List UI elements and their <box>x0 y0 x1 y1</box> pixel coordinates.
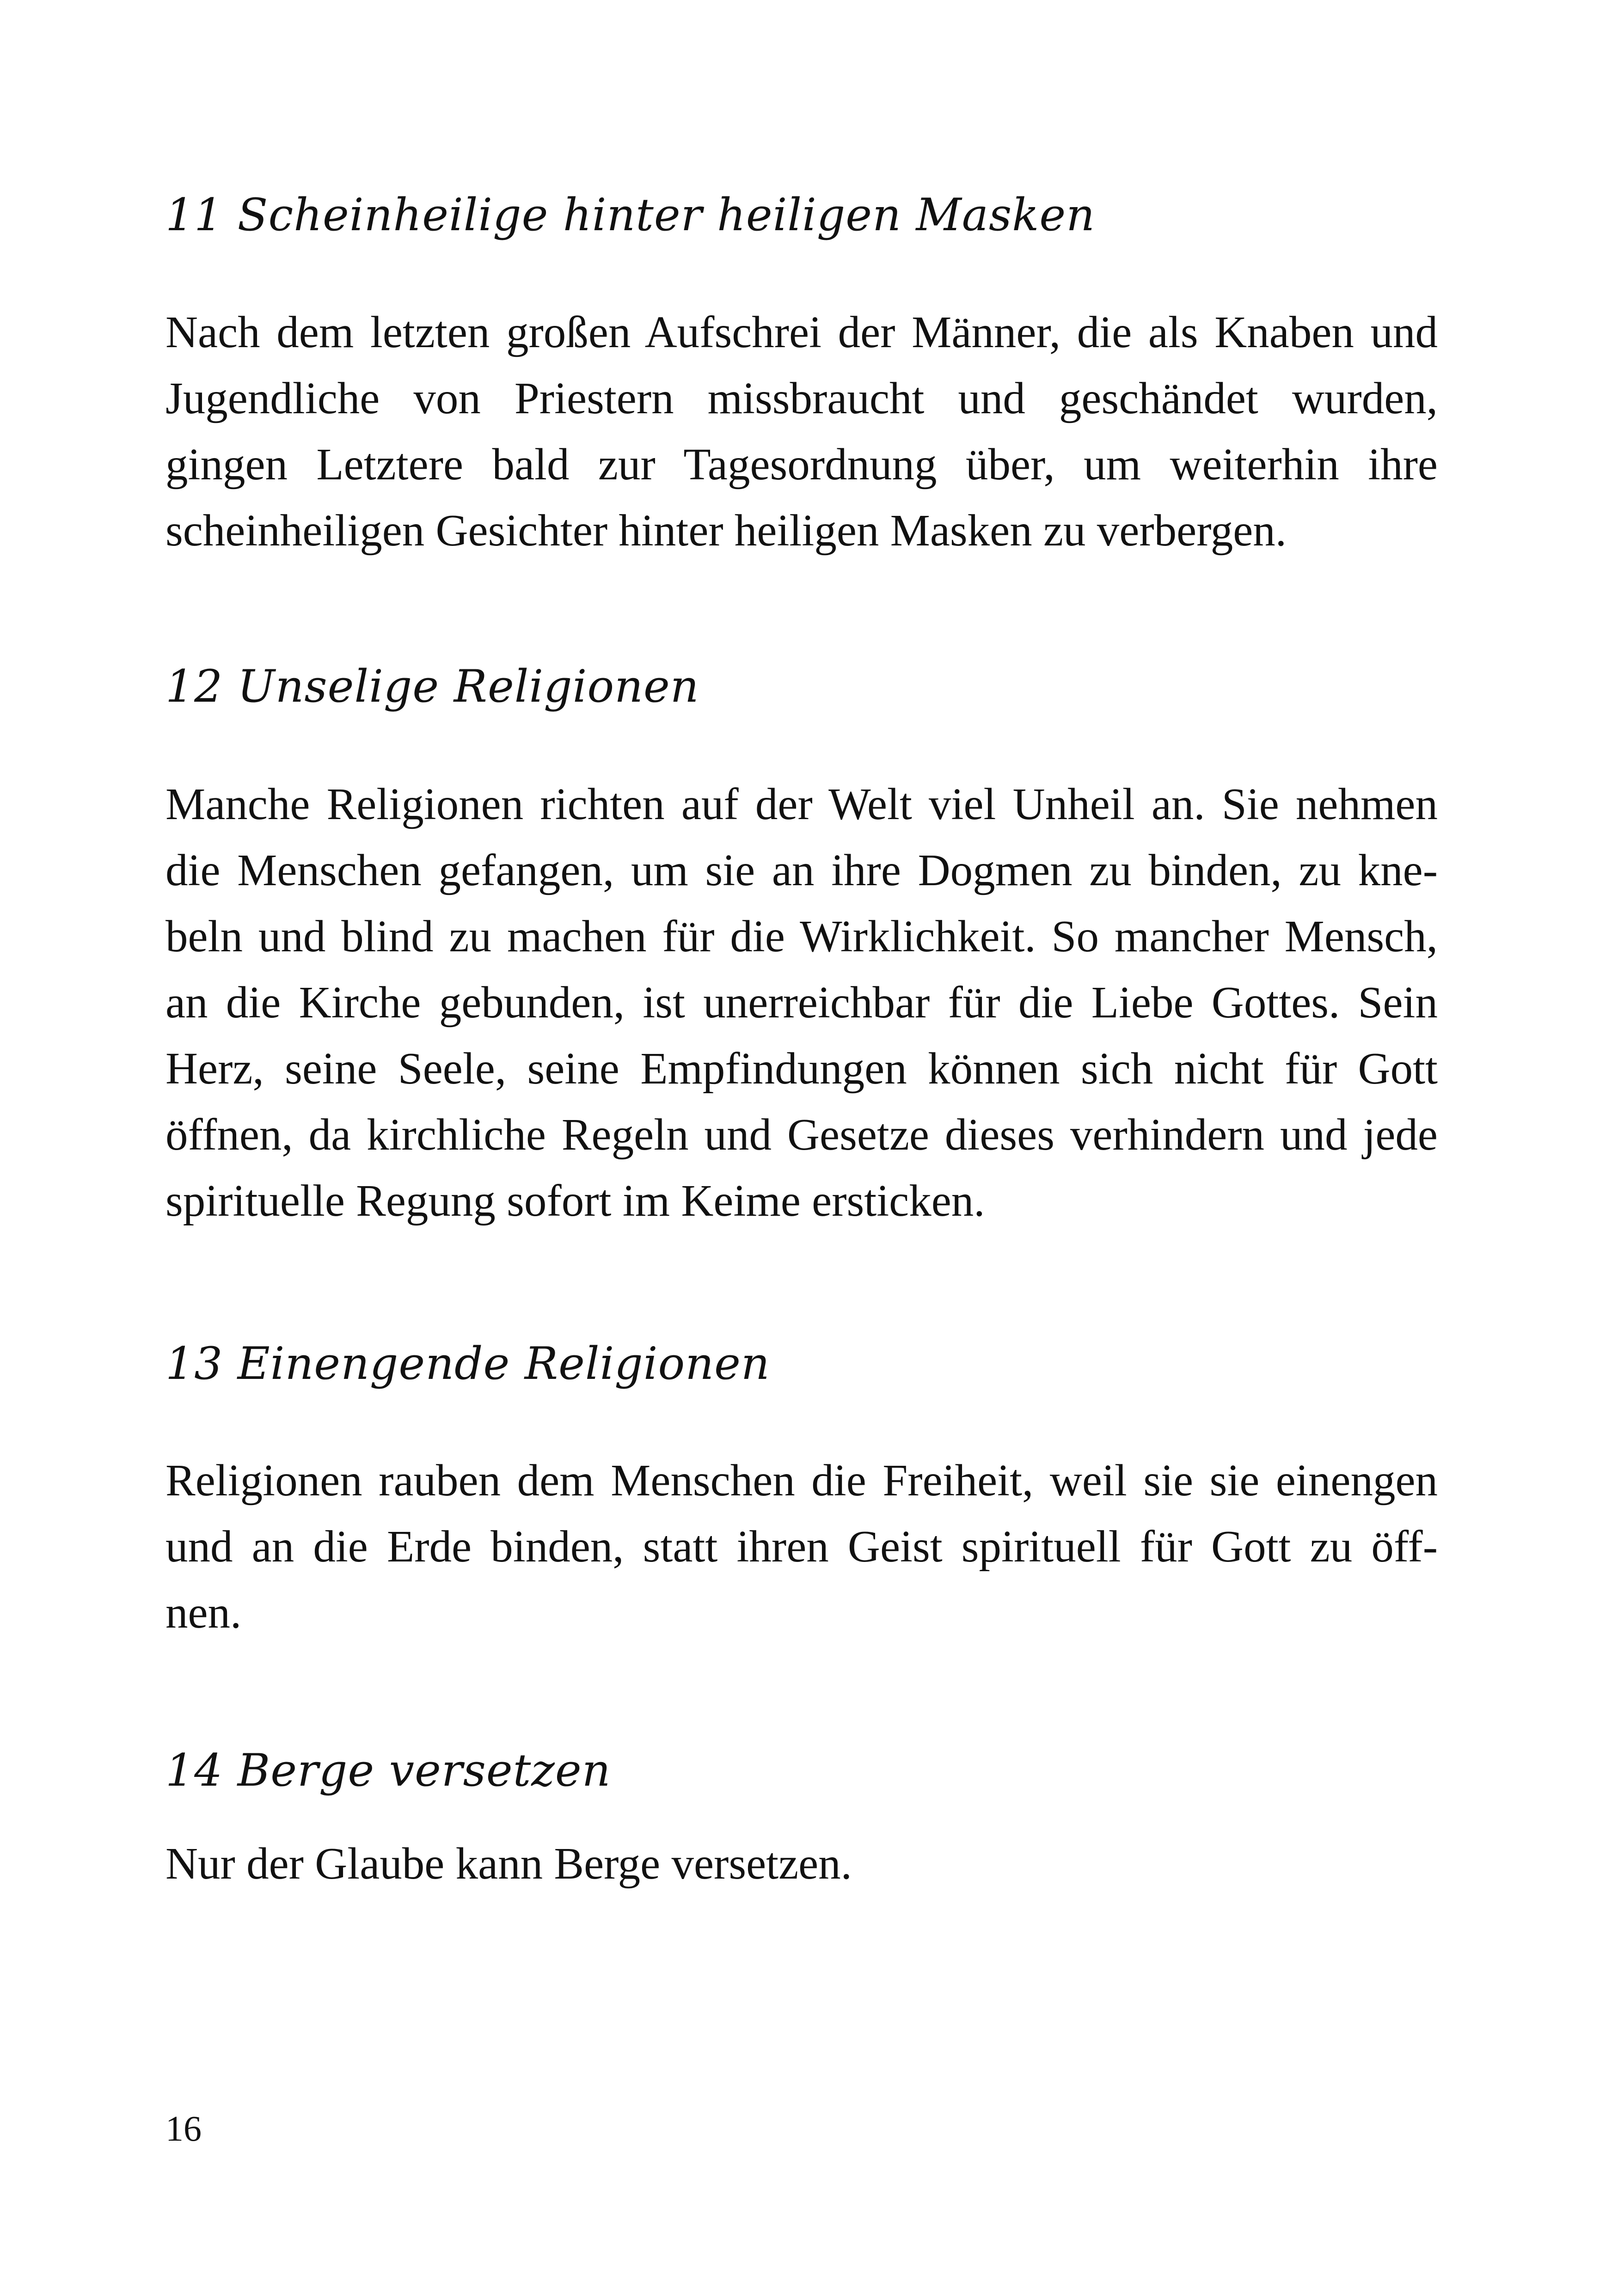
paragraph-line: Nach dem letzten großen Aufschrei der Männer, die als Knaben und <box>165 307 1438 357</box>
paragraph-line: öffnen, da kirchliche Regeln und Gesetze dieses verhindern und jede <box>165 1110 1438 1159</box>
paragraph-line: und an die Erde binden, statt ihren Geist spirituell für Gott zu öff- <box>165 1522 1438 1571</box>
paragraph-line: Jugendliche von Priestern missbraucht und geschändet wurden, <box>165 373 1438 423</box>
section-heading: 14 Berge versetzen <box>165 1745 611 1796</box>
paragraph-line: Nur der Glaube kann Berge versetzen. <box>165 1839 852 1888</box>
paragraph-line: gingen Letztere bald zur Tagesordnung über, um weiterhin ihre <box>165 440 1438 489</box>
section-heading: 13 Einengende Religionen <box>165 1338 770 1390</box>
paragraph-line: Manche Religionen richten auf der Welt viel Unheil an. Sie nehmen <box>165 779 1438 829</box>
section-paragraph <box>165 299 1438 563</box>
section-paragraph <box>165 771 1438 1234</box>
paragraph-line: scheinheiligen Gesichter hinter heiligen Masken zu verbergen. <box>165 506 1287 555</box>
paragraph-line: die Menschen gefangen, um sie an ihre Dogmen zu binden, zu kne- <box>165 845 1438 895</box>
section-heading: 11 Scheinheilige hinter heiligen Masken <box>165 189 1096 241</box>
paragraph-line: beln und blind zu machen für die Wirklichkeit. So mancher Mensch, <box>165 912 1438 961</box>
paragraph-line: Religionen rauben dem Menschen die Freiheit, weil sie sie einengen <box>165 1456 1438 1505</box>
section-paragraph <box>165 1831 1438 1897</box>
paragraph-line: nen. <box>165 1588 242 1637</box>
section-heading: 12 Unselige Religionen <box>165 661 699 712</box>
paragraph-line: spirituelle Regung sofort im Keime ersticken. <box>165 1176 985 1225</box>
page-number: 16 <box>165 2108 202 2149</box>
paragraph-line: Herz, seine Seele, seine Empfindungen können sich nicht für Gott <box>165 1044 1438 1093</box>
section-paragraph <box>165 1447 1438 1646</box>
paragraph-line: an die Kirche gebunden, ist unerreichbar für die Liebe Gottes. Sein <box>165 978 1438 1027</box>
